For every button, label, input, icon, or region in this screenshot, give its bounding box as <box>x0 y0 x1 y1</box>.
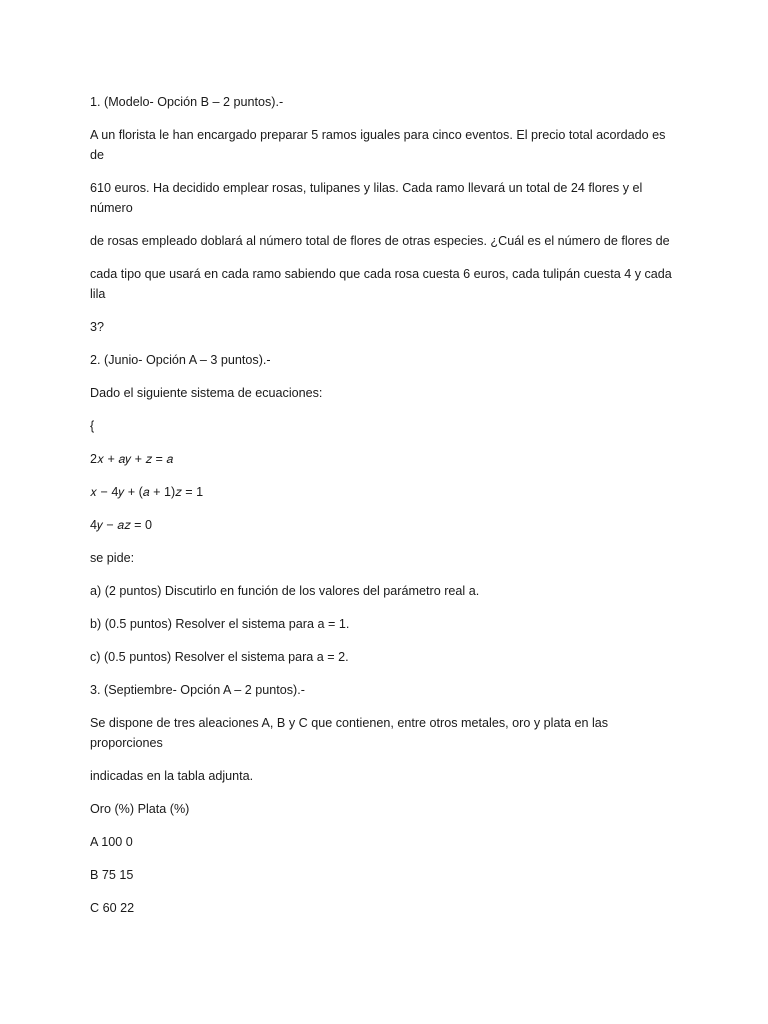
problem-1-text-line-5: 3? <box>90 320 105 334</box>
problem-1-text-line-1: A un florista le han encargado preparar 5 ramos iguales para cinco eventos. El precio total acordado es de <box>90 128 666 162</box>
equation-3: 4𝑦 − 𝑎𝑧 = 0 <box>90 518 152 532</box>
system-brace: { <box>90 419 95 433</box>
problem-2-ask: se pide: <box>90 551 135 565</box>
problem-2-heading: 2. (Junio- Opción A – 3 puntos).- <box>90 353 271 367</box>
problem-3-text-line-2: indicadas en la tabla adjunta. <box>90 769 254 783</box>
equation-1: 2𝑥 + 𝑎𝑦 + 𝑧 = 𝑎 <box>90 452 174 466</box>
problem-2-part-c: c) (0.5 puntos) Resolver el sistema para a = 2. <box>90 650 349 664</box>
table-row-c: C 60 22 <box>90 901 135 915</box>
problem-3-heading: 3. (Septiembre- Opción A – 2 puntos).- <box>90 683 305 697</box>
document-page <box>90 93 680 932</box>
problem-2-part-b: b) (0.5 puntos) Resolver el sistema para a = 1. <box>90 617 350 631</box>
table-row-a: A 100 0 <box>90 835 133 849</box>
problem-1-text-line-2: 610 euros. Ha decidido emplear rosas, tulipanes y lilas. Cada ramo llevará un total de 24 flores y el número <box>90 181 643 215</box>
equation-2: 𝑥 − 4𝑦 + (𝑎 + 1)𝑧 = 1 <box>90 485 204 499</box>
problem-1-text-line-4: cada tipo que usará en cada ramo sabiendo que cada rosa cuesta 6 euros, cada tulipán cuesta 4 y cada lila <box>90 267 672 301</box>
problem-1-heading: 1. (Modelo- Opción B – 2 puntos).- <box>90 95 284 109</box>
table-header-row: Oro (%) Plata (%) <box>90 802 190 816</box>
problem-2-part-a: a) (2 puntos) Discutirlo en función de los valores del parámetro real a. <box>90 584 480 598</box>
problem-3-text-line-1: Se dispone de tres aleaciones A, B y C que contienen, entre otros metales, oro y plata en las proporciones <box>90 716 609 750</box>
problem-1-text-line-3: de rosas empleado doblará al número total de flores de otras especies. ¿Cuál es el número de flores de <box>90 234 670 248</box>
problem-2-intro: Dado el siguiente sistema de ecuaciones: <box>90 386 323 400</box>
table-row-b: B 75 15 <box>90 868 134 882</box>
